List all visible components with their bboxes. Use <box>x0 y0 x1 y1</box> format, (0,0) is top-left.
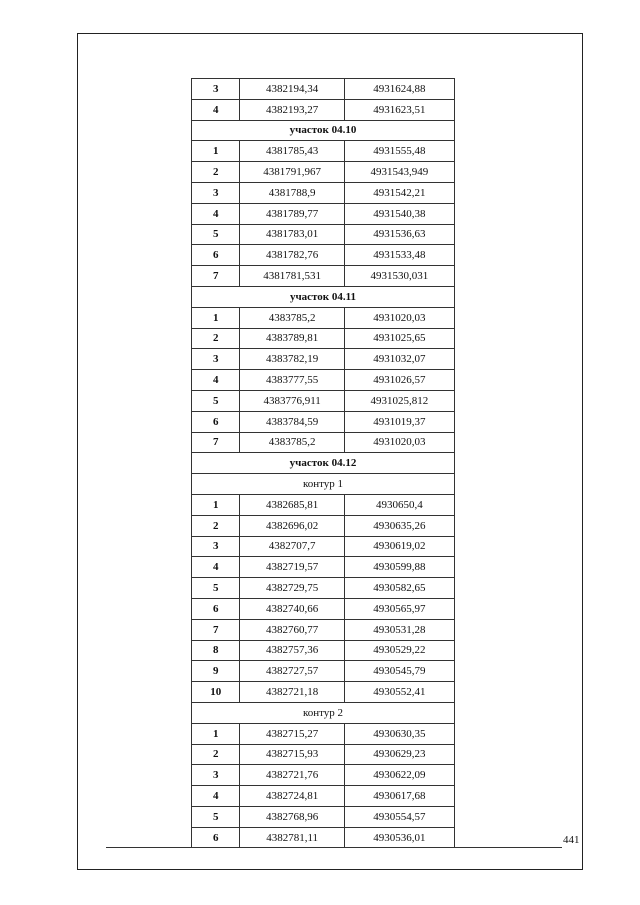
point-number-cell: 9 <box>192 661 240 682</box>
point-number-cell: 3 <box>192 765 240 786</box>
table-row <box>192 682 455 703</box>
table-row <box>192 307 455 328</box>
y-coordinate-cell: 4931020,03 <box>344 432 454 453</box>
table-row <box>192 266 455 287</box>
point-number-cell: 7 <box>192 432 240 453</box>
table-row <box>192 99 455 120</box>
x-coordinate-cell: 4381782,76 <box>240 245 344 266</box>
table-row <box>192 619 455 640</box>
point-number-cell: 1 <box>192 141 240 162</box>
x-coordinate-cell: 4383777,55 <box>240 370 344 391</box>
table-row <box>192 723 455 744</box>
y-coordinate-cell: 4931624,88 <box>344 79 454 100</box>
x-coordinate-cell: 4382193,27 <box>240 99 344 120</box>
y-coordinate-cell: 4931543,949 <box>344 162 454 183</box>
x-coordinate-cell: 4382729,75 <box>240 578 344 599</box>
x-coordinate-cell: 4382715,93 <box>240 744 344 765</box>
point-number-cell: 1 <box>192 307 240 328</box>
x-coordinate-cell: 4382707,7 <box>240 536 344 557</box>
y-coordinate-cell: 4931555,48 <box>344 141 454 162</box>
contour-header-row <box>192 702 455 723</box>
y-coordinate-cell: 4931025,812 <box>344 390 454 411</box>
table-row <box>192 557 455 578</box>
point-number-cell: 4 <box>192 99 240 120</box>
point-number-cell: 7 <box>192 619 240 640</box>
y-coordinate-cell: 4930622,09 <box>344 765 454 786</box>
point-number-cell: 1 <box>192 494 240 515</box>
y-coordinate-cell: 4931020,03 <box>344 307 454 328</box>
point-number-cell: 2 <box>192 328 240 349</box>
y-coordinate-cell: 4931540,38 <box>344 203 454 224</box>
y-coordinate-cell: 4931025,65 <box>344 328 454 349</box>
x-coordinate-cell: 4382768,96 <box>240 806 344 827</box>
contour-label: контур 2 <box>192 702 455 723</box>
y-coordinate-cell: 4930536,01 <box>344 827 454 848</box>
point-number-cell: 10 <box>192 682 240 703</box>
table-row <box>192 162 455 183</box>
x-coordinate-cell: 4383782,19 <box>240 349 344 370</box>
y-coordinate-cell: 4930630,35 <box>344 723 454 744</box>
point-number-cell: 5 <box>192 578 240 599</box>
y-coordinate-cell: 4930582,65 <box>344 578 454 599</box>
page-number: 441 <box>563 834 580 846</box>
point-number-cell: 7 <box>192 266 240 287</box>
y-coordinate-cell: 4931026,57 <box>344 370 454 391</box>
y-coordinate-cell: 4930629,23 <box>344 744 454 765</box>
table-row <box>192 494 455 515</box>
table-row <box>192 598 455 619</box>
table-row <box>192 203 455 224</box>
y-coordinate-cell: 4930635,26 <box>344 515 454 536</box>
coordinates-table <box>191 78 455 848</box>
table-row <box>192 765 455 786</box>
table-row <box>192 827 455 848</box>
table-row <box>192 786 455 807</box>
y-coordinate-cell: 4931536,63 <box>344 224 454 245</box>
contour-header-row <box>192 474 455 495</box>
point-number-cell: 4 <box>192 786 240 807</box>
x-coordinate-cell: 4382194,34 <box>240 79 344 100</box>
table-row <box>192 411 455 432</box>
x-coordinate-cell: 4383785,2 <box>240 432 344 453</box>
point-number-cell: 4 <box>192 370 240 391</box>
x-coordinate-cell: 4382719,57 <box>240 557 344 578</box>
contour-label: контур 1 <box>192 474 455 495</box>
point-number-cell: 4 <box>192 557 240 578</box>
table-row <box>192 744 455 765</box>
y-coordinate-cell: 4930599,88 <box>344 557 454 578</box>
table-row <box>192 515 455 536</box>
section-header-row <box>192 453 455 474</box>
table-row <box>192 578 455 599</box>
point-number-cell: 6 <box>192 827 240 848</box>
point-number-cell: 6 <box>192 598 240 619</box>
y-coordinate-cell: 4931542,21 <box>344 182 454 203</box>
point-number-cell: 2 <box>192 162 240 183</box>
table-row <box>192 536 455 557</box>
y-coordinate-cell: 4930617,68 <box>344 786 454 807</box>
section-header-row <box>192 286 455 307</box>
point-number-cell: 6 <box>192 411 240 432</box>
point-number-cell: 5 <box>192 224 240 245</box>
point-number-cell: 2 <box>192 744 240 765</box>
table-row <box>192 806 455 827</box>
table-row <box>192 640 455 661</box>
point-number-cell: 8 <box>192 640 240 661</box>
y-coordinate-cell: 4931623,51 <box>344 99 454 120</box>
table-row <box>192 245 455 266</box>
footer-rule <box>106 847 562 848</box>
section-header-row <box>192 120 455 141</box>
x-coordinate-cell: 4383776,911 <box>240 390 344 411</box>
x-coordinate-cell: 4382760,77 <box>240 619 344 640</box>
x-coordinate-cell: 4381785,43 <box>240 141 344 162</box>
x-coordinate-cell: 4383785,2 <box>240 307 344 328</box>
table-row <box>192 224 455 245</box>
point-number-cell: 1 <box>192 723 240 744</box>
point-number-cell: 3 <box>192 79 240 100</box>
y-coordinate-cell: 4930531,28 <box>344 619 454 640</box>
x-coordinate-cell: 4382740,66 <box>240 598 344 619</box>
point-number-cell: 2 <box>192 515 240 536</box>
x-coordinate-cell: 4382724,81 <box>240 786 344 807</box>
point-number-cell: 3 <box>192 536 240 557</box>
coordinates-table-body <box>192 79 455 848</box>
x-coordinate-cell: 4381789,77 <box>240 203 344 224</box>
x-coordinate-cell: 4381783,01 <box>240 224 344 245</box>
table-row <box>192 182 455 203</box>
table-row <box>192 432 455 453</box>
x-coordinate-cell: 4383789,81 <box>240 328 344 349</box>
table-row <box>192 390 455 411</box>
table-row <box>192 370 455 391</box>
table-row <box>192 349 455 370</box>
section-label: участок 04.10 <box>192 120 455 141</box>
y-coordinate-cell: 4930619,02 <box>344 536 454 557</box>
point-number-cell: 5 <box>192 390 240 411</box>
y-coordinate-cell: 4930545,79 <box>344 661 454 682</box>
y-coordinate-cell: 4930554,57 <box>344 806 454 827</box>
x-coordinate-cell: 4381791,967 <box>240 162 344 183</box>
section-label: участок 04.12 <box>192 453 455 474</box>
x-coordinate-cell: 4382721,76 <box>240 765 344 786</box>
y-coordinate-cell: 4931019,37 <box>344 411 454 432</box>
point-number-cell: 3 <box>192 182 240 203</box>
x-coordinate-cell: 4381788,9 <box>240 182 344 203</box>
y-coordinate-cell: 4930650,4 <box>344 494 454 515</box>
table-row <box>192 661 455 682</box>
table-row <box>192 328 455 349</box>
x-coordinate-cell: 4382685,81 <box>240 494 344 515</box>
y-coordinate-cell: 4931530,031 <box>344 266 454 287</box>
y-coordinate-cell: 4930552,41 <box>344 682 454 703</box>
point-number-cell: 6 <box>192 245 240 266</box>
point-number-cell: 4 <box>192 203 240 224</box>
point-number-cell: 5 <box>192 806 240 827</box>
x-coordinate-cell: 4383784,59 <box>240 411 344 432</box>
x-coordinate-cell: 4382757,36 <box>240 640 344 661</box>
y-coordinate-cell: 4931533,48 <box>344 245 454 266</box>
x-coordinate-cell: 4382696,02 <box>240 515 344 536</box>
y-coordinate-cell: 4931032,07 <box>344 349 454 370</box>
y-coordinate-cell: 4930565,97 <box>344 598 454 619</box>
x-coordinate-cell: 4382781,11 <box>240 827 344 848</box>
section-label: участок 04.11 <box>192 286 455 307</box>
x-coordinate-cell: 4382727,57 <box>240 661 344 682</box>
y-coordinate-cell: 4930529,22 <box>344 640 454 661</box>
table-row <box>192 79 455 100</box>
point-number-cell: 3 <box>192 349 240 370</box>
table-row <box>192 141 455 162</box>
x-coordinate-cell: 4382721,18 <box>240 682 344 703</box>
x-coordinate-cell: 4382715,27 <box>240 723 344 744</box>
x-coordinate-cell: 4381781,531 <box>240 266 344 287</box>
